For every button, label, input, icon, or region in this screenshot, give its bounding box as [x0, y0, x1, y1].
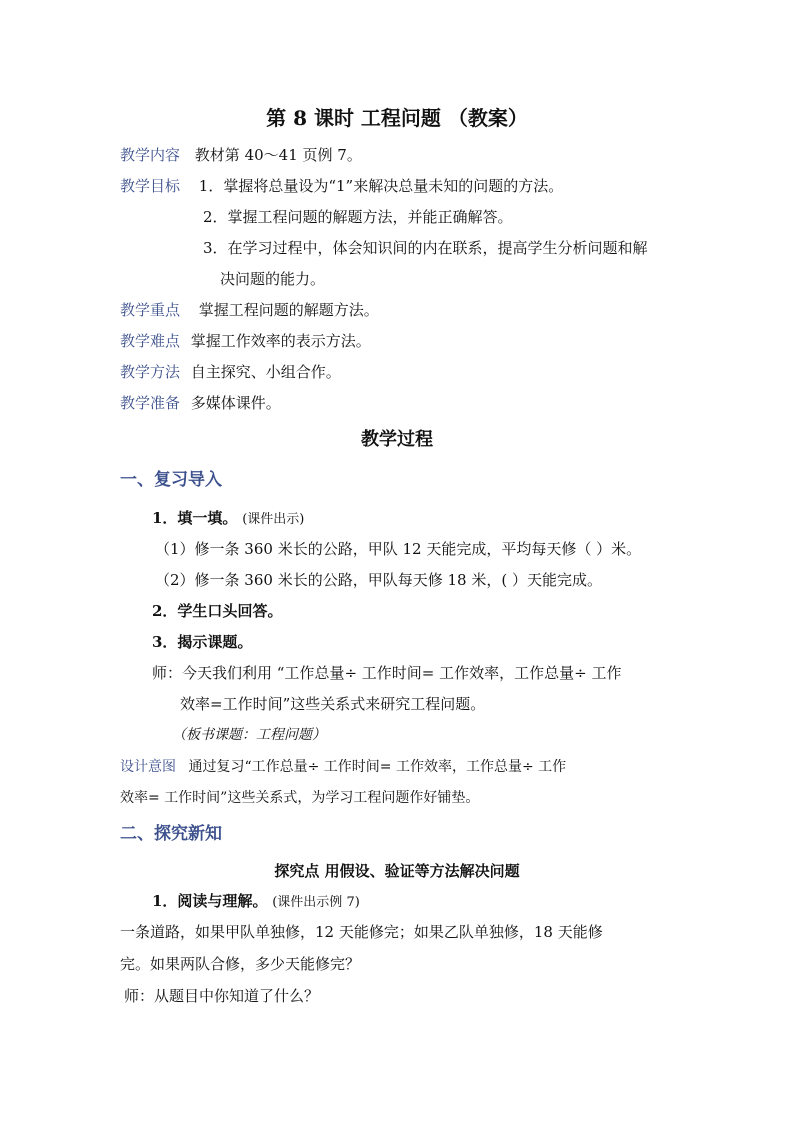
- key-text: 掌握工程问题的解题方法。: [198, 301, 379, 319]
- s1-item1-label: 1．填一填。: [152, 509, 238, 527]
- s1-teacher-b: 效率=工作时间”这些关系式来研究工程问题。: [180, 695, 486, 713]
- key-row: [120, 300, 379, 320]
- s2-teacher-q: 师：从题目中你知道了什么？: [124, 987, 320, 1005]
- method-label: 教学方法: [120, 363, 181, 381]
- s1-question-2: （2）修一条 360 米长的公路，甲队每天修 18 米，( ）天能完成。: [155, 571, 602, 589]
- section1-heading: 一、复习导入: [120, 470, 222, 490]
- page-title: 第 8 课时 工程问题 （教案）: [266, 106, 528, 130]
- content-label: 教学内容: [120, 146, 181, 164]
- prep-text: 多媒体课件。: [190, 394, 281, 412]
- s1-item1-note: (课件出示): [242, 512, 305, 527]
- s1-question-1: （1）修一条 360 米长的公路，甲队 12 天能完成，平均每天修（ ）米。: [155, 540, 642, 558]
- s1-item1: [152, 508, 304, 530]
- method-row: [120, 362, 341, 382]
- hard-text: 掌握工作效率的表示方法。: [190, 332, 371, 350]
- s1-teacher-a: 师：今天我们利用 “工作总量÷ 工作时间= 工作效率，工作总量÷ 工作: [152, 664, 622, 682]
- section2-heading: 二、探究新知: [120, 824, 222, 844]
- s2-problem-a: 一条道路，如果甲队单独修，12 天能修完；如果乙队单独修，18 天能修: [120, 923, 603, 941]
- s2-item1-label: 1．阅读与理解。: [152, 892, 268, 910]
- goal-label: 教学目标: [120, 177, 181, 195]
- design-label: 设计意图: [120, 759, 176, 775]
- hard-row: [120, 331, 371, 351]
- prep-label: 教学准备: [120, 394, 181, 412]
- s2-point-title: 探究点 用假设、验证等方法解决问题: [274, 862, 520, 880]
- s1-item2: 2．学生口头回答。: [152, 602, 283, 620]
- goal-item-2: 2．掌握工程问题的解题方法，并能正确解答。: [203, 208, 513, 226]
- hard-label: 教学难点: [120, 332, 181, 350]
- method-text: 自主探究、小组合作。: [190, 363, 341, 381]
- s2-problem-b: 完。如果两队合修，多少天能修完？: [120, 955, 361, 973]
- goal-item-3b: 决问题的能力。: [220, 270, 326, 288]
- s1-board: （板书课题：工程问题）: [172, 727, 326, 743]
- prep-row: [120, 393, 281, 413]
- s2-item1-note: (课件出示例 7): [272, 895, 360, 910]
- goal-item-1: 1．掌握将总量设为“1”来解决总量未知的问题的方法。: [198, 177, 564, 195]
- goal-item-3a: 3．在学习过程中，体会知识间的内在联系，提高学生分析问题和解: [203, 239, 648, 257]
- content-row: [120, 145, 362, 165]
- s1-design-row: [120, 757, 566, 777]
- s2-item1: [152, 891, 360, 913]
- goal-row: [120, 176, 563, 196]
- content-text: 教材第 40～41 页例 7。: [194, 146, 362, 164]
- design-text-a: 通过复习“工作总量÷ 工作时间= 工作效率，工作总量÷ 工作: [188, 759, 567, 775]
- key-label: 教学重点: [120, 301, 181, 319]
- design-text-b: 效率= 工作时间”这些关系式，为学习工程问题作好铺垫。: [120, 790, 480, 806]
- process-title: 教学过程: [361, 429, 433, 450]
- s1-item3: 3．揭示课题。: [152, 633, 253, 651]
